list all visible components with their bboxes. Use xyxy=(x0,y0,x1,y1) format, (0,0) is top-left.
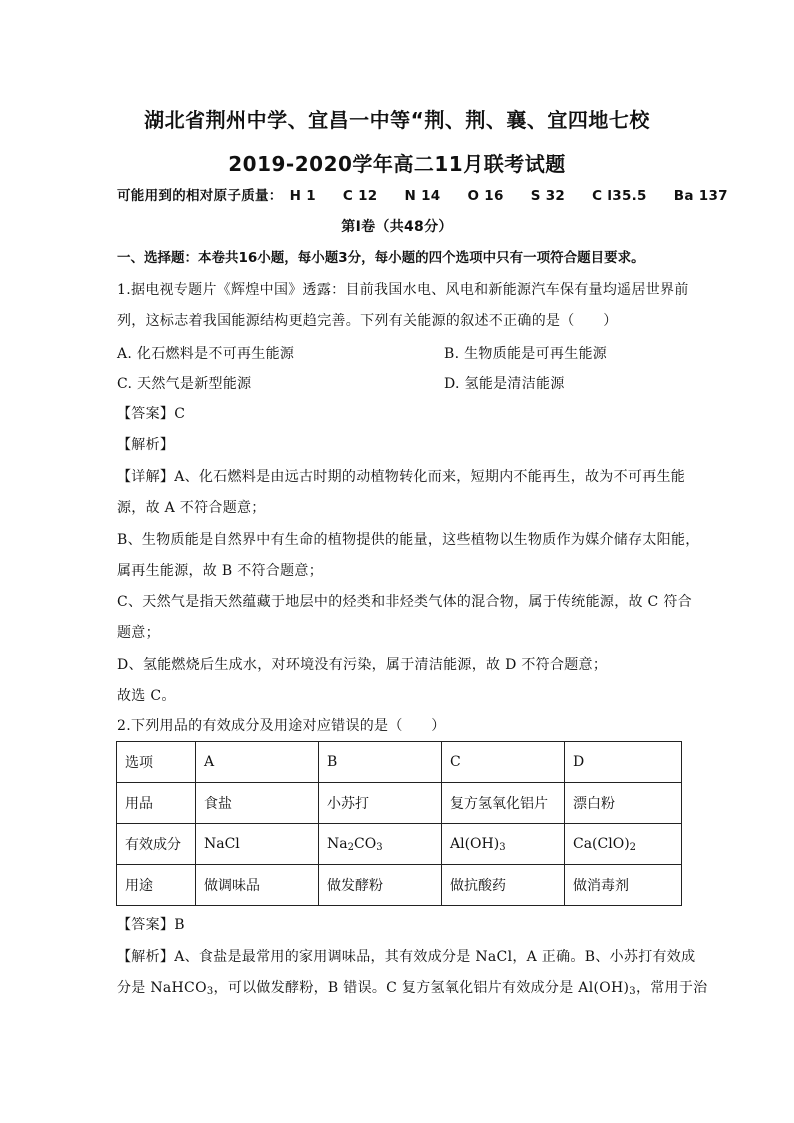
table-cell: 做调味品 xyxy=(196,865,319,906)
table-cell: 做消毒剂 xyxy=(565,865,682,906)
table-cell: NaCl xyxy=(196,824,319,865)
q2-table xyxy=(116,741,682,906)
table-row xyxy=(117,783,682,824)
q1-detail-line: 源，故 A 不符合题意； xyxy=(117,500,266,516)
atomic-masses-label: 可能用到的相对原子质量： xyxy=(117,188,283,204)
formula-part: Al(OH) xyxy=(450,835,500,852)
atomic-mass-item: C l35.5 xyxy=(592,188,647,204)
table-cell: 做抗酸药 xyxy=(442,865,565,906)
atomic-mass-item: C 12 xyxy=(342,188,378,204)
formula-subscript: 2 xyxy=(629,841,637,853)
table-cell xyxy=(319,824,442,865)
q1-conclusion: 故选 C。 xyxy=(117,688,176,704)
table-cell: C xyxy=(442,742,565,783)
atomic-mass-item: H 1 xyxy=(289,188,316,204)
table-row xyxy=(117,742,682,783)
formula-subscript: 3 xyxy=(499,841,506,853)
table-cell: 用品 xyxy=(117,783,196,824)
table-cell: B xyxy=(319,742,442,783)
q2-analysis-line-1: 【解析】A、食盐是最常用的家用调味品，其有效成分是 NaCl，A 正确。B、小苏打有效成 xyxy=(117,949,696,965)
q1-detail-line: C、天然气是指天然蕴藏于地层中的烃类和非烃类气体的混合物，属于传统能源，故 C 符合 xyxy=(117,594,692,610)
formula-subscript: 3 xyxy=(376,841,383,853)
q1-option-a: A. 化石燃料是不可再生能源 xyxy=(117,346,295,362)
table-cell xyxy=(442,824,565,865)
table-cell: 复方氢氧化铝片 xyxy=(442,783,565,824)
analysis-text: ，可以做发酵粉，B 错误。C 复方氢氧化铝片有效成分是 Al(OH) xyxy=(213,980,630,996)
q1-option-c: C. 天然气是新型能源 xyxy=(117,376,252,392)
atomic-mass-item: Ba 137 xyxy=(673,188,728,204)
atomic-mass-item: O 16 xyxy=(467,188,504,204)
q1-analysis-label: 【解析】 xyxy=(117,437,175,453)
q2-answer: 【答案】B xyxy=(117,917,185,933)
volume-title: 第Ⅰ卷（共48分） xyxy=(341,219,453,235)
formula-part: Na xyxy=(327,835,348,852)
formula-part: CO xyxy=(353,835,377,852)
document-title-line-1: 湖北省荆州中学、宜昌一中等“荆、荆、襄、宜四地七校 xyxy=(144,108,650,132)
table-row xyxy=(117,865,682,906)
q1-option-b: B. 生物质能是可再生能源 xyxy=(444,346,608,362)
q1-detail-line: 属再生能源，故 B 不符合题意； xyxy=(117,563,323,579)
formula-subscript: 3 xyxy=(206,986,214,997)
q1-detail-line: 【详解】A、化石燃料是由远古时期的动植物转化而来，短期内不能再生，故为不可再生能 xyxy=(117,469,686,485)
q2-analysis-line-2 xyxy=(117,978,708,1002)
q1-detail-line: B、生物质能是自然界中有生命的植物提供的能量，这些植物以生物质作为媒介储存太阳能， xyxy=(117,532,700,548)
table-cell: 做发酵粉 xyxy=(319,865,442,906)
q1-stem-line-2: 列，这标志着我国能源结构更趋完善。下列有关能源的叙述不正确的是（ ） xyxy=(117,313,618,329)
atomic-mass-item: N 14 xyxy=(404,188,441,204)
atomic-masses xyxy=(117,186,728,206)
q1-answer: 【答案】C xyxy=(117,406,186,422)
section-heading: 一、选择题：本卷共16小题，每小题3分，每小题的四个选项中只有一项符合题目要求。 xyxy=(117,250,645,266)
analysis-text: ，常用于治 xyxy=(635,980,708,996)
q1-detail-line: D、氢能燃烧后生成水，对环境没有污染，属于清洁能源，故 D 不符合题意； xyxy=(117,657,608,673)
table-cell: 食盐 xyxy=(196,783,319,824)
table-cell xyxy=(565,824,682,865)
table-cell: 用途 xyxy=(117,865,196,906)
table-cell: A xyxy=(196,742,319,783)
formula-subscript: 2 xyxy=(347,841,354,853)
q2-stem: 2.下列用品的有效成分及用途对应错误的是（ ） xyxy=(117,718,446,734)
table-cell: 漂白粉 xyxy=(565,783,682,824)
analysis-text: 分是 NaHCO xyxy=(117,980,207,996)
table-cell: D xyxy=(565,742,682,783)
table-cell: 小苏打 xyxy=(319,783,442,824)
formula-part: Ca(ClO) xyxy=(573,835,630,852)
document-title-line-2: 2019-2020学年高二11月联考试题 xyxy=(228,152,566,176)
table-cell: 选项 xyxy=(117,742,196,783)
table-cell: 有效成分 xyxy=(117,824,196,865)
atomic-mass-item: S 32 xyxy=(530,188,566,204)
q1-stem-line-1: 1.据电视专题片《辉煌中国》透露：目前我国水电、风电和新能源汽车保有量均遥居世界前 xyxy=(117,282,689,298)
q1-option-d: D. 氢能是清洁能源 xyxy=(444,376,565,392)
table-row xyxy=(117,824,682,865)
q1-detail-line: 题意； xyxy=(117,625,160,641)
formula-subscript: 3 xyxy=(629,986,636,997)
